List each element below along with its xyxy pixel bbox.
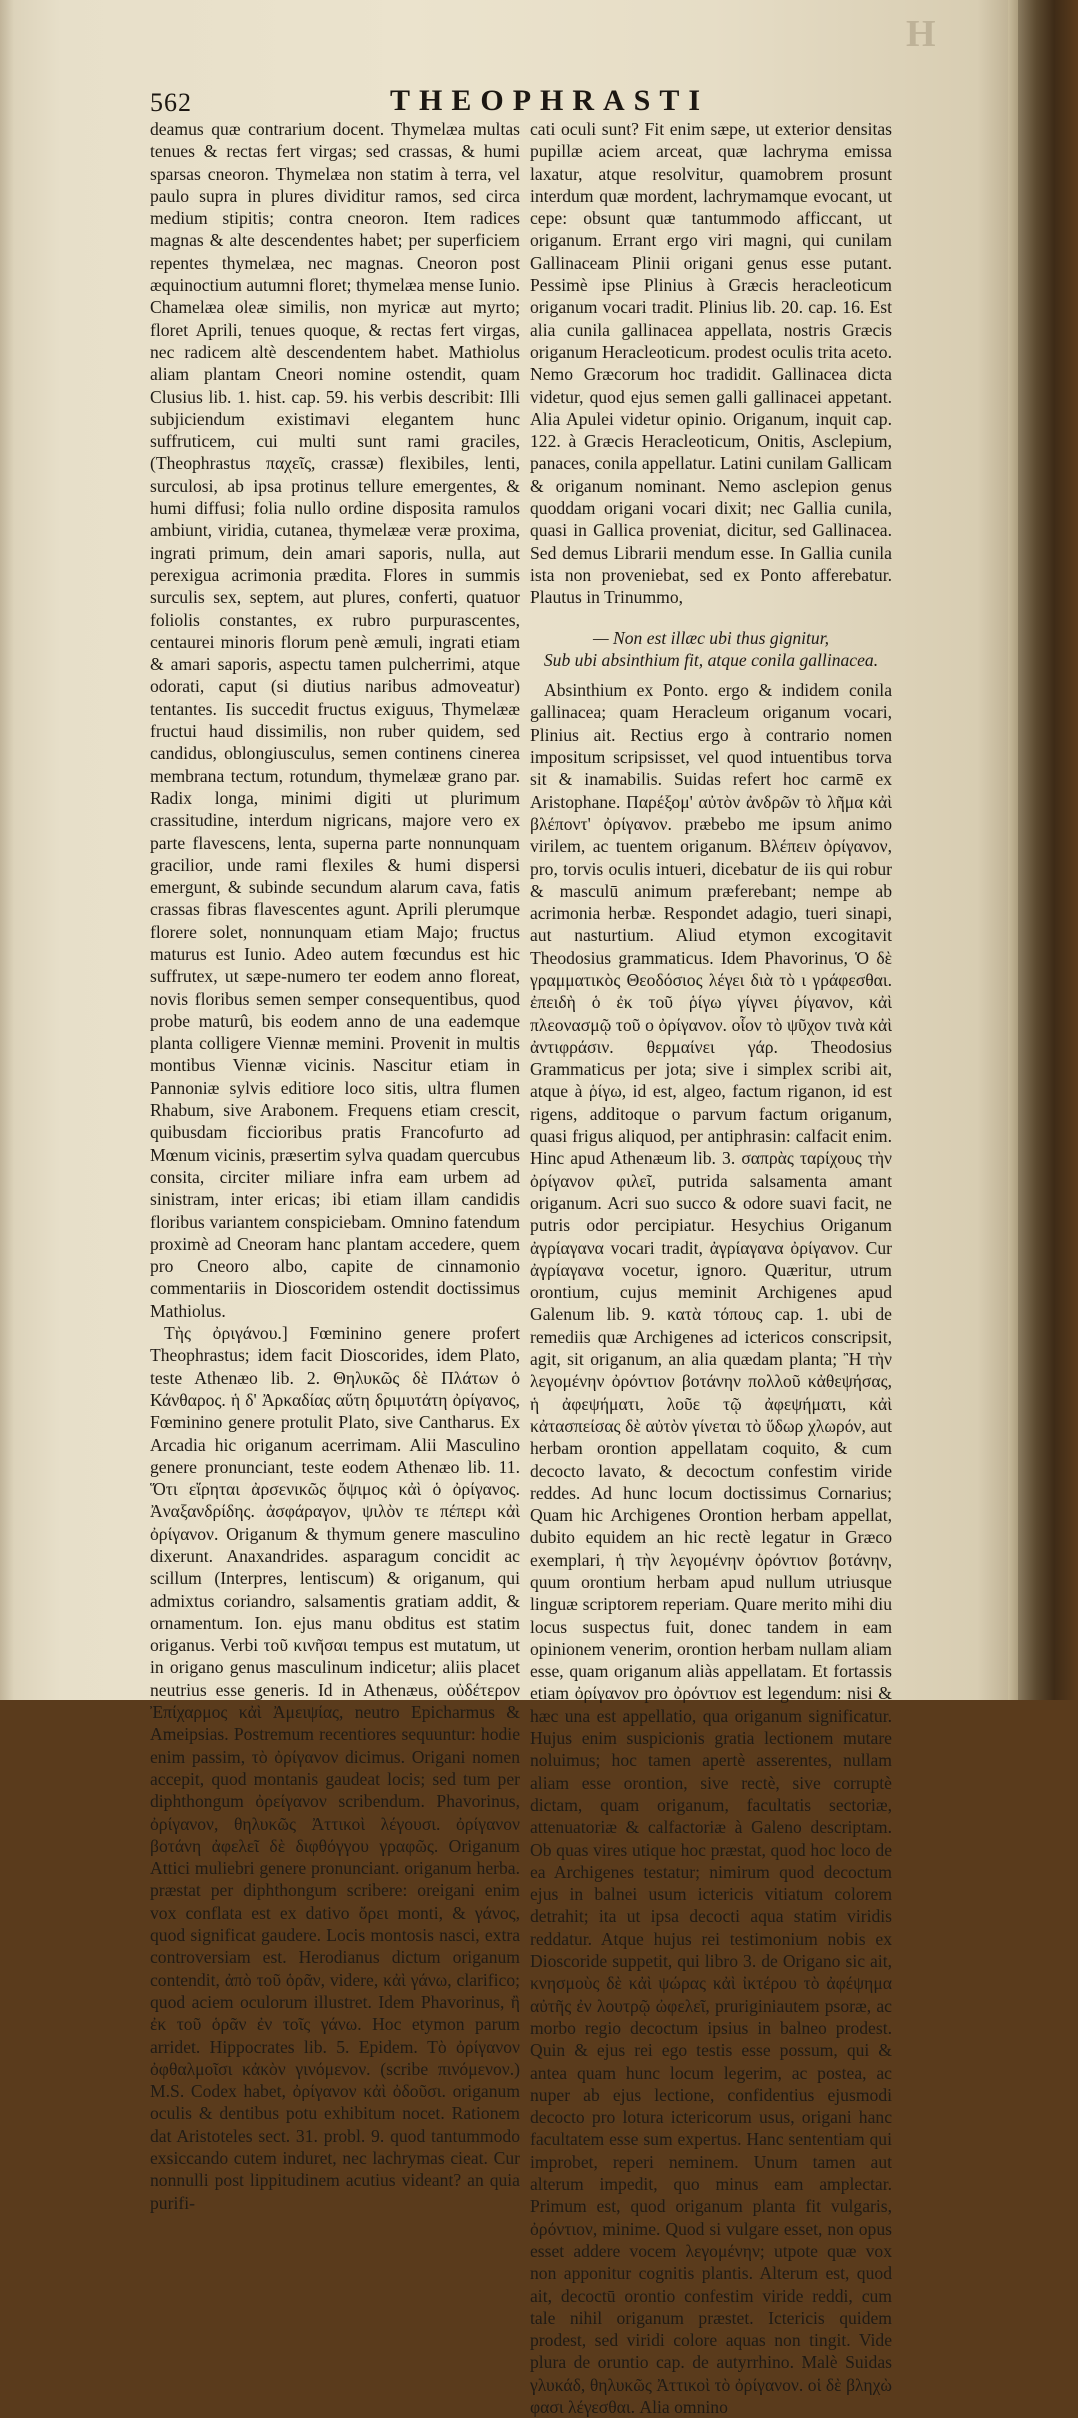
page-number: 562 [150,88,192,117]
right-paragraph-2: Absinthium ex Ponto. ergo & indidem conila gallinacea; quam Heracleum origanum vocari, Plinius ait. Rectius ergo à contrario nomen impositum scripsisset, vel quod intuentibus torva sit & inamabilis. Suidas refert hoc carmē ex Aristophane. Παρέξομ' αὐτὸν ἀνδρῶν τὸ λῆμα κἀὶ βλέποντ' ὀρίγανον. præbebo me ipsum animo virilem, ac tuentem origanum. Βλέπειν ὀρίγανον, pro, torvis oculis intueri, dicebatur de iis qui robur & masculū animum præferebant; nempe ab acrimonia herbæ. Respondet adagio, tueri sinapi, aut nasturtium. Aliud etymon excogitavit Theodosius grammaticus. Idem Phavorinus, Ὁ δὲ γραμματικὸς Θεοδόσιος λέγει διὰ τὸ ι γράφεσθαι. ἐπειδὴ ὁ ἐκ τοῦ ῥίγω γίγνει ῥίγανον, κἀὶ πλεονασμῷ τοῦ ο ὀρίγανον. οἷον τὸ ψῦχον τινὰ κἀὶ ἀντιφράσιν. θερμαίνει γάρ. Theodosius Grammaticus per jota; sive i simplex scribi ait, atque à ῥίγω, id est, algeo, factum riganon, id est rigens, additoque o parvum factum origanum, quasi frigus aliquod, per antiphrasin: calfacit enim. Hinc apud Athenæum lib. 3. σαπρὰς ταρίχους τὴν ὀρίγανον φιλεῖ, putrida salsamenta amant origanum. Acri suo succo & odore suavi facit, ne putris odor percipiatur. Hesychius Origanum ἀγρίαγανα vocari tradit, ἀγρίαγανα ὀρίγανον. Cur ἀγρίαγανα vocetur, ignoro. Quæritur, utrum orontium, cujus meminit Archigenes apud Galenum lib. 9. κατὰ τόπους cap. 1. ubi de remediis quæ Archigenes ad ictericos conscripsit, agit, sit origanum, an alia quædam planta; Ἢ τὴν λεγομένην ὀρόντιον βοτάνην πολλοῦ κἀθεψήσας, ἡ ἀφεψήματι, λοῦε τῷ ἀφεψήματι, κἀὶ κἀτασπείσας δὲ αὐτὸν γίνεται τὸ ὕδωρ χλωρόν, aut herbam orontion appellatam coquito, & cum decocto lavato, & decoctum confestim viride reddes. Ad hunc locum doctissimus Cornarius; Quam hic Archigenes Orontion herbam appellat, dubito equidem an hic rectè legatur in Græco exemplari, ἡ τὴν λεγομένην ὀρόντιον βοτάνην, quum orontium herbam apud nullum utriusque linguæ scriptorem reperiam. Quare merito mihi diu locus suspectus fuit, donec tandem in eam opinionem venerim, orontion herbam nullam aliam esse, quam origanum aliàs appellatam. Et fortassis etiam ὀρίγανον pro ὀρόντιον est legendum: nisi & hæc una est appellatio, qua origanum significatur. Hujus enim suspicionis gratia lectionem mutare noluimus; hoc tamen apertè asserentes, nullam aliam esse orontion, sive rectè, sive corruptè dictam, quam origanum, facultatis sectoriæ, attenuatoriæ & calfactoriæ à Galeno descriptam. Ob quas vires utique hoc præstat, quod hoc loco de ea Archigenes testatur; nimirum quod decoctum ejus in balnei usum ictericis vitiatum colorem detrahit; ita ut ipsa decocti aqua statim viridis reddatur. Atque hujus rei testimonium nobis ex Dioscoride suppetit, qui libro 3. de Origano sic ait, κνησμοὺς δὲ κἀὶ ψώρας κἀὶ ἰκτέρου τὸ ἀφέψημα αὐτῆς ἐν λουτρῷ ὠφελεῖ, pruriginiautem psoræ, ac morbo regio decoctum ipsius in balneo prodest. Quin & ejus rei ego testis esse possum, qui & antea quam hunc locum legerim, ac postea, ac nuper ab ejus lectione, confidentius ejusmodi decocto pro lotura ictericorum usus, origani hanc facultatem esse sum expertus. Hanc sententiam qui improbet, reperi neminem. Unum tamen aut alterum impedit, quo minus eam amplectar. Primum est, quod origanum planta fit vulgaris, ὀρόντιον, minime. Quod si vulgare esset, non opus esset addere vocem λεγομένην; utpote quæ vox non apponitur cognitis plantis. Alterum est, quod ait, decoctū orontio confestim viride reddi, cum tale nihil origanum præstet. Ictericis quidem prodest, sed viridi colore aquas non tingit. Vide plura de oruntio cap. de autyrrhino. Malè Suidas γλυκάδ, θηλυκῶς Ἀττικοὶ τὸ ὀρίγανον. οἱ δὲ βληχὼ φασι λέγεσθαι. Alia omnino [530,680,892,2417]
verse-line-2: Sub ubi absinthium fit, atque conila gallinacea. [543,649,879,670]
left-paragraph-2: Τὴς ὀριγάνου.] Fœminino genere profert Theophrastus; idem facit Dioscorides, idem Plato, teste Athenæo lib. 2. Θηλυκῶς δὲ Πλάτων ὁ Κάνθαρος. ἡ δ' Ἀρκαδίας αὕτη δριμυτάτη ὀρίγανος, Fœminino genere protulit Plato, sive Cantharus. Ex Arcadia hic origanum acerrimam. Alii Masculino genere pronunciant, teste eodem Athenæo lib. 11. Ὅτι εἴρηται ἀρσενικῶς ὄψιμος κἀὶ ὁ ὀρίγανος. Ἀναξανδρίδης. ἀσφάραγον, ψιλὸν τε πέπερι κἀὶ ὀρίγανον. Origanum & thymum genere masculino dixerunt. Anaxandrides. asparagum concidit ac scillum (Interpres, lentiscum) & origanum, qui admixtus coriandro, salsamentis gratiam addit, & ornamentum. Ion. ejus manu obditus est statim origanus. Verbi τοῦ κινῆσαι tempus est mutatum, ut in origano genus masculinum indicetur; aliis placet neutrius esse generis. Id in Athenæus, οὐδέτερον Ἐπίχαρμος κἀὶ Ἀμειψίας, neutro Epicharmus & Ameipsias. Postremum recentiores sequuntur: hodie enim passim, τὸ ὀρίγανον dicimus. Origani nomen accepit, quod montanis gaudeat locis; sed tum per diphthongum ὀρείγανον scribendum. Phavorinus, ὀρίγανον, θηλυκῶς Ἀττικοὶ λέγουσι. ὀρίγανον βοτάνη ἀφελεῖ δὲ διφθόγγου γραφῶς. Origanum Attici muliebri genere pronunciant. origanum herba. præstat per diphthongum scribere: oreigani enim vox conflata est ex dativo ὄρει monti, & γάνος, quod significat gaudere. Locis montosis nasci, extra controversiam est. Herodianus dictum origanum contendit, ἀπὸ τοῦ ὁρᾶν, videre, κἀὶ γάνω, clarifico; quod aciem oculorum illustret. Idem Phavorinus, ἢ ἐκ τοῦ ὁρᾶν ἐν τοῖς γάνω. Hoc etymon parum arridet. Hippocrates lib. 5. Epidem. Τὸ ὀρίγανον ὀφθαλμοῖσι κἀκὸν γινόμενον. (scribe πινόμενον.) M.S. Codex habet, ὀρίγανον κἀὶ ὀδοῦσι. origanum oculis & dentibus potu exhibitum nocet. Rationem dat Aristoteles sect. 31. probl. 9. quod tantummodo exsiccando cutem induret, nec lachrymas cieat. Cur nonnulli post lippitudinem acutius videant? an quia purifi- [150,1323,520,2213]
left-column [150,118,520,2213]
running-title: THEOPHRASTI [390,84,710,117]
left-paragraph-1: deamus quæ contrarium docent. Thymelæa multas tenues & rectas fert virgas; sed crassas, & humi sparsas cneoron. Thymelæa non statim à terra, vel paulo supra in plures dividitur ramos, sed circa medium stipitis; contra cneoron. Item radices magnas & alte descendentes habet; per superficiem repentes thymelæa, nec magnas. Cneoron post æquinoctium autumni floret; thymelæa mense Iunio. Chamelæa oleæ similis, non myricæ aut myrto; floret Aprili, tenues quoque, & rectas fert virgas, nec radicem altè descendentem habet. Mathiolus aliam plantam Cneori nomine ostendit, quam Clusius lib. 1. hist. cap. 59. his verbis describit: Illi subjiciendum existimavi elegantem hunc suffruticem, cui multi sunt rami graciles, (Theophrastus παχεῖς, crassæ) flexibiles, lenti, surculosi, ab ipsa protinus tellure emergentes, & humi diffusi; folia nullo ordine disposita ramulos ambiunt, viridia, cutanea, thymelææ veræ proxima, ingrati primum, dein amari saporis, nulla, aut perexigua acrimonia prædita. Flores in summis surculis sex, septem, aut plures, conferti, quatuor foliolis constantes, ex rubro purpurascentes, centaurei minoris florum penè æmuli, ingrati etiam & amari saporis, aspectu tamen pulcherrimi, atque odorati, caput (si diutius naribus admoveatur) tentantes. Iis succedit fructus exiguus, Thymelææ fructui haud dissimilis, non ruber quidem, sed candidus, oblongiusculus, semen continens cinerea membrana tectum, rotundum, thymelææ grano par. Radix longa, minimi digiti ut plurimum crassitudine, interdum nigricans, majore vero ex parte flavescens, lenta, superna parte nonnunquam gracilior, unde rami flexiles & humi dispersi emergunt, & subinde secundum alarum cava, fatis crassas fibras flavescentes agunt. Aprili plerumque florere solet, nonnunquam etiam Majo; fructus maturus est Iunio. Adeo autem fœcundus est hic suffrutex, ut sæpe-numero ter eodem anno floreat, novis floribus semen semper consequentibus, quod probe maturû, bis eodem anno de una eademque planta colligere Viennæ memini. Provenit in multis montibus Viennæ vicinis. Nascitur etiam in Pannoniæ sylvis editiore loco sitis, ultra flumen Rhabum, sive Arabonem. Frequens etiam crescit, quibusdam ficcioribus pratis Francofurto ad Mœnum vicinis, præsertim sylva quadam quercubus consita, circiter miliare infra eam urbem ad sinistram, inter ericas; ibi etiam illam candidis floribus variantem conspiciebam. Omnino fatendum proximè ad Cneoram hanc plantam accedere, quem pro Cneoro albo, capite de cinnamonio commentariis in Dioscoridem ostendit doctissimus Mathiolus. [150,119,520,1321]
right-column [530,118,892,2417]
page-shadow [0,0,14,1700]
verse-line-1: — Non est illæc ubi thus gignitur, [592,627,830,648]
book-binding [1018,0,1078,1700]
verse-quote [530,627,892,672]
show-through-text: H [906,13,942,55]
right-paragraph-1: cati oculi sunt? Fit enim sæpe, ut exterior densitas pupillæ aciem arceat, quæ lachryma emissa laxatur, atque resolvitur, quamobrem prosunt interdum quæ mordent, lachrymamque evocant, ut cepe: obsunt quæ tantummodo afficcant, ut origanum. Errant ergo viri magni, qui cunilam Gallinaceam Plinii origani genus esse putant. Pessimè ipse Plinius à Græcis heracleoticum origanum vocari tradit. Plinius lib. 20. cap. 16. Est alia cunila gallinacea appellata, nostris Græcis origanum Heracleoticum. prodest oculis trita aceto. Nemo Græcorum hoc tradidit. Gallinacea dicta videtur, quod ejus semen galli gallinacei appetant. Alia Apulei videtur opinio. Origanum, inquit cap. 122. à Græcis Heracleoticum, Onitis, Asclepium, panaces, conila appellatur. Latini cunilam Gallicam & origanum nominant. Nemo asclepion genus quoddam origani vocari dixit; nec Gallia cunila, quasi in Gallica proveniat, dicitur, sed Gallinacea. Sed demus Librarii mendum esse. In Gallia cunila ista non proveniebat, sed ex Ponto afferebatur. Plautus in Trinummo, [530,119,892,608]
